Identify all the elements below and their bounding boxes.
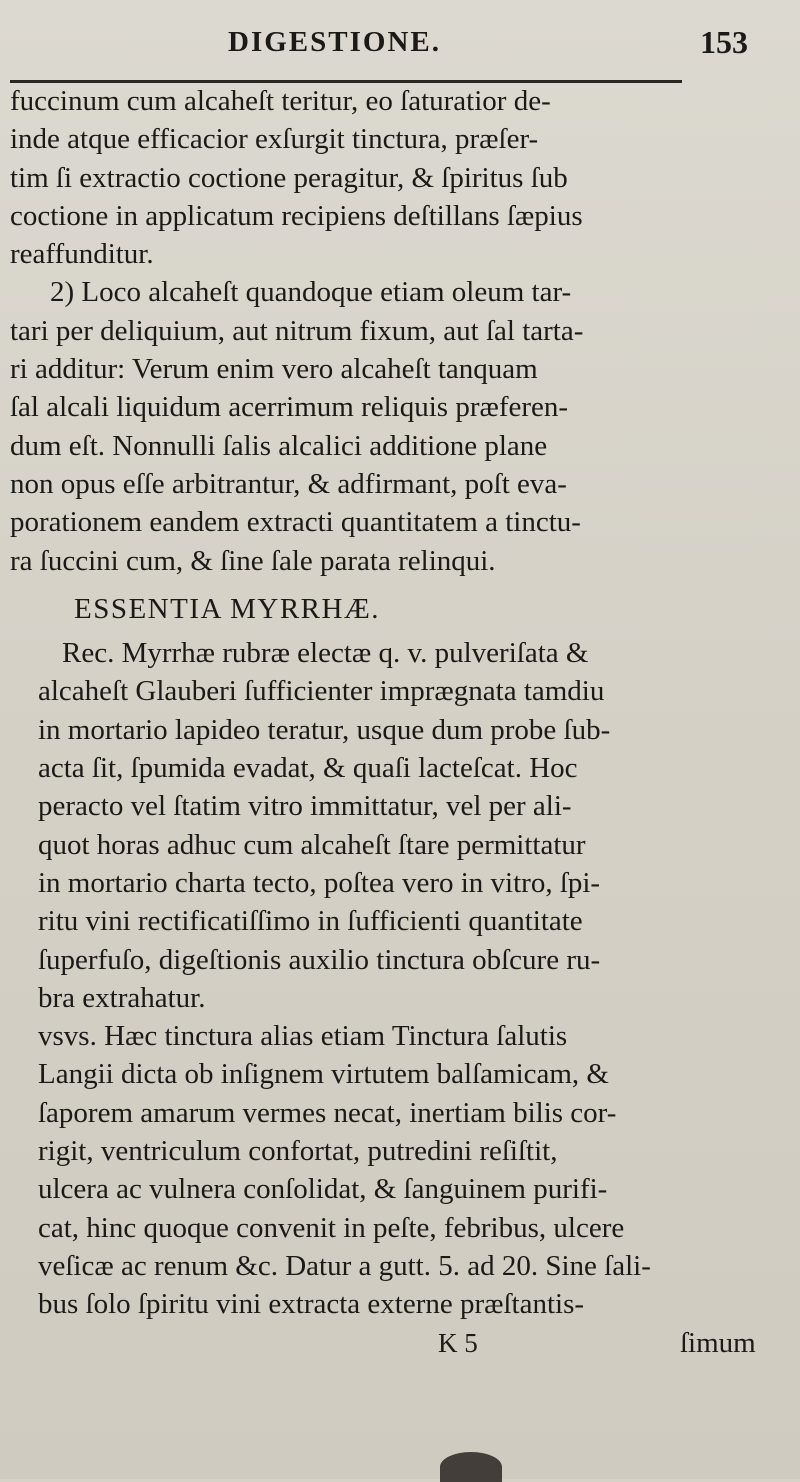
text-line: peracto vel ſtatim vitro immittatur, vel per ali- <box>38 790 572 823</box>
text-line: tim ſi extractio coctione peragitur, & ſpiritus ſub <box>10 161 568 194</box>
text-line: ulcera ac vulnera conſolidat, & ſanguinem purifi- <box>38 1173 608 1206</box>
text-line: veſicæ ac renum &c. Datur a gutt. 5. ad 20. Sine ſali- <box>38 1249 651 1282</box>
text-line: vsvs. Hæc tinctura alias etiam Tinctura ſalutis <box>38 1020 568 1053</box>
text-line: ſal alcali liquidum acerrimum reliquis præferen- <box>10 391 569 424</box>
page-header <box>0 18 800 68</box>
text-line: ritu vini rectificatiſſimo in ſufficienti quantitate <box>38 905 583 938</box>
text-line: coctione in applicatum recipiens deſtillans ſæpius <box>10 199 583 232</box>
body-text <box>10 82 790 1362</box>
text-line: quot horas adhuc cum alcaheſt ſtare permittatur <box>38 828 586 861</box>
text-line: bus ſolo ſpiritu vini extracta externe præſtantis- <box>38 1288 585 1321</box>
text-line: rigit, ventriculum confortat, putredini reſiſtit, <box>38 1135 558 1168</box>
text-line: dum eſt. Nonnulli ſalis alcalici additione plane <box>10 429 548 462</box>
text-line: in mortario lapideo teratur, usque dum probe ſub- <box>38 713 611 746</box>
text-line: tari per deliquium, aut nitrum fixum, aut ſal tarta- <box>10 314 584 347</box>
text-line: 2) Loco alcaheſt quandoque etiam oleum tar- <box>50 276 572 309</box>
signature-mark: K 5 <box>438 1327 478 1358</box>
text-line: non opus eſſe arbitrantur, & adfirmant, poſt eva- <box>10 467 567 500</box>
running-head: DIGESTIONE. <box>228 26 441 58</box>
text-line: ri additur: Verum enim vero alcaheſt tanquam <box>10 353 538 386</box>
text-line: alcaheſt Glauberi ſufficienter imprægnata tamdiu <box>38 675 605 708</box>
text-line: ſaporem amarum vermes necat, inertiam bilis cor- <box>38 1096 617 1129</box>
text-line: cat, hinc quoque convenit in peſte, febribus, ulcere <box>38 1211 625 1244</box>
catchword: ſimum <box>680 1326 756 1359</box>
page-number: 153 <box>700 24 748 60</box>
text-line: acta ſit, ſpumida evadat, & quaſi lacteſcat. Hoc <box>38 752 578 785</box>
text-line: reaffunditur. <box>10 238 154 271</box>
text-line: bra extrahatur. <box>38 981 206 1014</box>
text-line: Rec. Myrrhæ rubræ electæ q. v. pulveriſata & <box>62 637 589 670</box>
text-line: inde atque efficacior exſurgit tinctura, præſer- <box>10 123 539 156</box>
text-line: in mortario charta tecto, poſtea vero in vitro, ſpi- <box>38 866 601 899</box>
ink-smudge <box>440 1452 502 1482</box>
text-line: fuccinum cum alcaheſt teritur, eo ſaturatior de- <box>10 85 551 117</box>
section-heading: ESSENTIA MYRRHÆ. <box>74 592 380 625</box>
text-line: ra ſuccini cum, & ſine ſale parata relinqui. <box>10 544 496 577</box>
text-line: porationem eandem extracti quantitatem a tinctu- <box>10 506 581 539</box>
text-line: ſuperfuſo, digeſtionis auxilio tinctura obſcure ru- <box>38 943 601 976</box>
text-line: Langii dicta ob inſignem virtutem balſamicam, & <box>38 1058 609 1091</box>
page-footer <box>10 1324 790 1362</box>
